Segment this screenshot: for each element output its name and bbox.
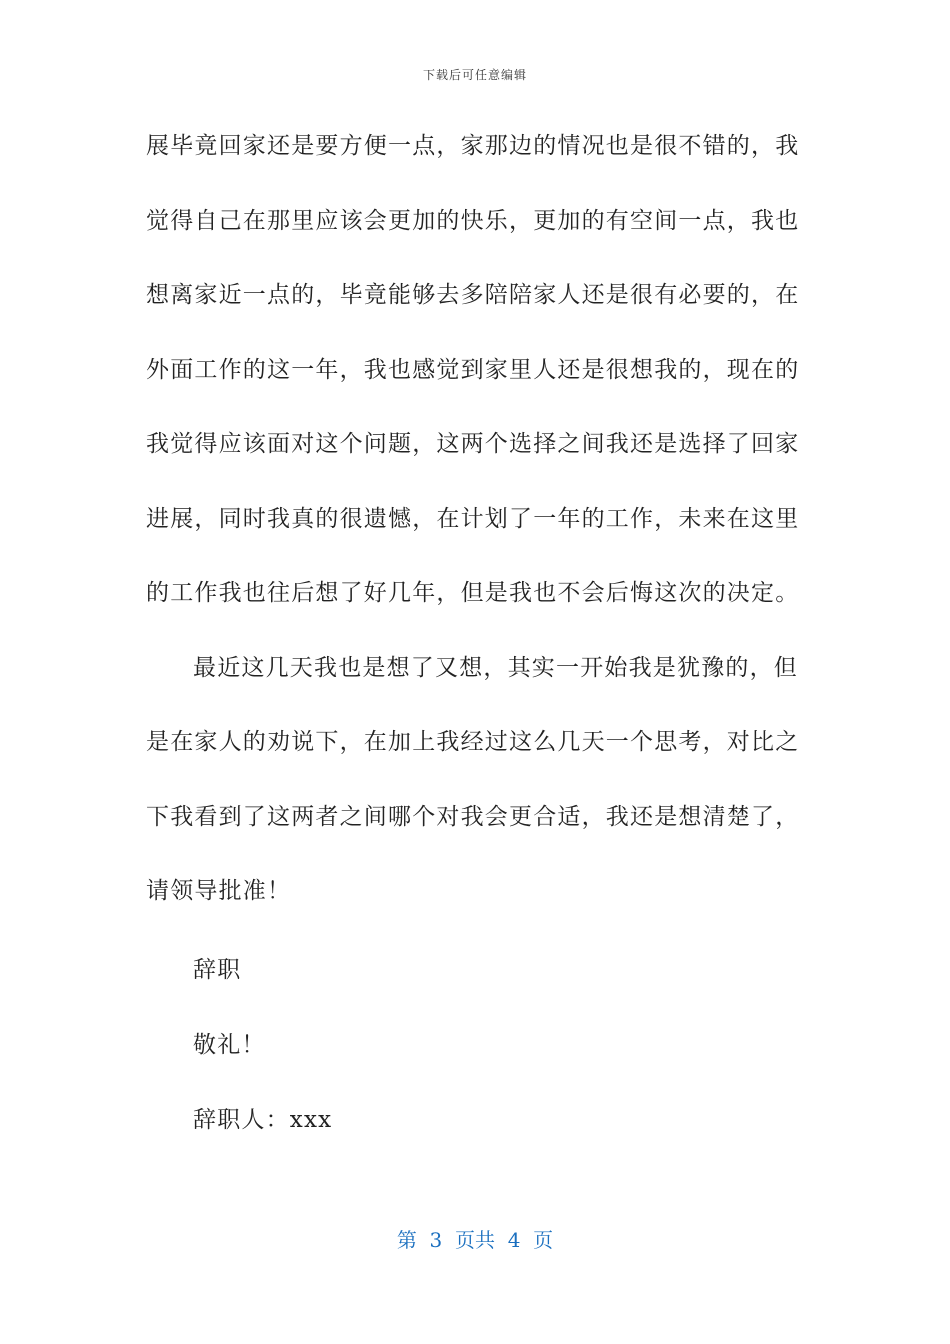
body-line: 最近这几天我也是想了又想，其实一开始我是犹豫的，但 xyxy=(193,654,798,681)
body-line: 外面工作的这一年，我也感觉到家里人还是很想我的，现在的 xyxy=(146,356,800,383)
body-line: 想离家近一点的，毕竟能够去多陪陪家人还是很有必要的，在 xyxy=(146,282,800,308)
body-line: 展毕竟回家还是要方便一点，家那边的情况也是很不错的，我 xyxy=(146,133,800,159)
body-line: 请领导批准！ xyxy=(146,878,292,904)
closing-salutation: 敬礼！ xyxy=(193,1032,266,1058)
body-line: 的工作我也往后想了好几年，但是我也不会后悔这次的决定。 xyxy=(146,580,800,606)
body-line: 下我看到了这两者之间哪个对我会更合适，我还是想清楚了， xyxy=(146,803,800,830)
page-header-note: 下载后可任意编辑 xyxy=(422,68,527,82)
body-line: 进展，同时我真的很遗憾，在计划了一年的工作，未来在这里 xyxy=(146,505,800,532)
body-line: 是在家人的劝说下，在加上我经过这么几天一个思考，对比之 xyxy=(146,729,800,755)
page-number-footer: 第 3 页共 4 页 xyxy=(396,1228,554,1252)
closing-resignation: 辞职 xyxy=(193,957,242,983)
signature-line: 辞职人：xxx xyxy=(193,1107,333,1133)
body-line: 觉得自己在那里应该会更加的快乐，更加的有空间一点，我也 xyxy=(146,207,800,234)
letter-body xyxy=(146,128,800,948)
body-line: 我觉得应该面对这个问题，这两个选择之间我还是选择了回家 xyxy=(146,431,800,457)
